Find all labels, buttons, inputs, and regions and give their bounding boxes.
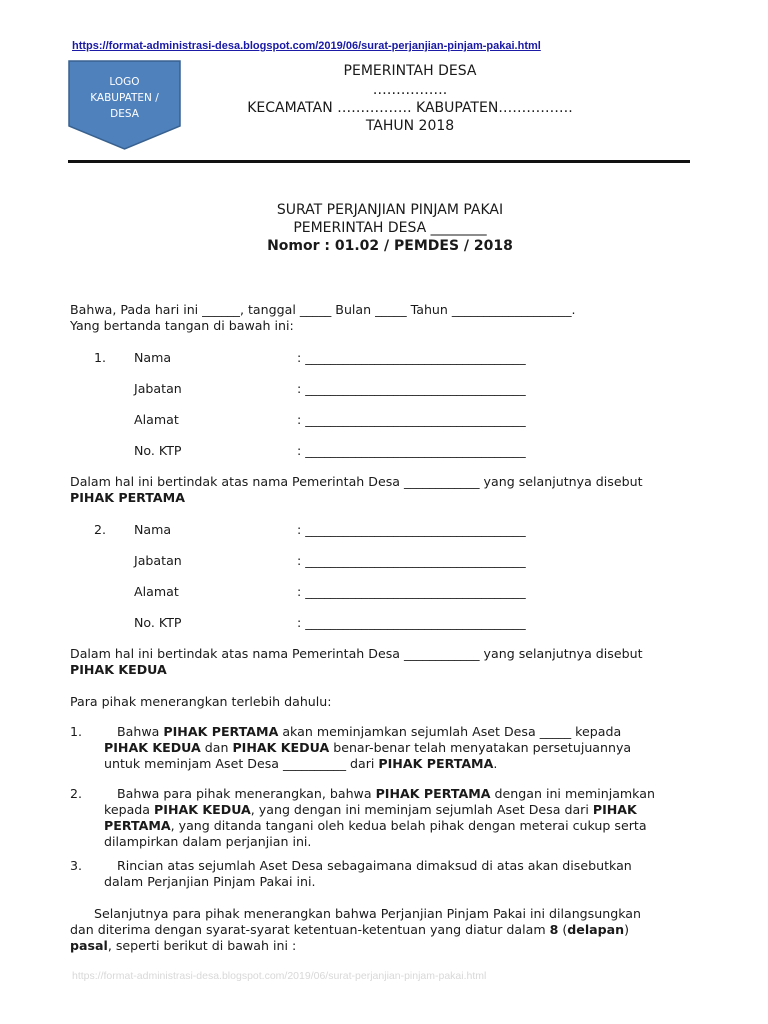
- closing-line-2a: dan diterima dengan syarat-syarat ketentuan-ketentuan yang diatur dalam: [70, 922, 550, 937]
- point3-text: [104, 858, 696, 890]
- point1-number: 1.: [70, 724, 83, 739]
- intro-date-line: Bahwa, Pada hari ini ______, tanggal _____ Bulan _____ Tahun ___________________.: [70, 302, 576, 317]
- party1-name-label: Nama: [134, 350, 172, 365]
- party1-id-field: : ___________________________________: [297, 443, 526, 458]
- point3-line-2: dalam Perjanjian Pinjam Pakai ini.: [104, 874, 316, 889]
- point2-text-4: , yang dengan ini meminjam sejumlah Aset Desa dari: [250, 802, 593, 817]
- closing-paren-close: ): [624, 922, 630, 937]
- party2-role: PIHAK KEDUA: [70, 662, 167, 677]
- logo-line-3: DESA: [110, 108, 139, 120]
- party2-id-label: No. KTP: [134, 615, 182, 630]
- letterhead-line-4: TAHUN 2018: [365, 118, 455, 134]
- closing-article-count-words: delapan: [567, 922, 625, 937]
- party1-name-field: : ___________________________________: [297, 350, 526, 365]
- party2-position-label: Jabatan: [134, 553, 182, 568]
- closing-paren-open: (: [558, 922, 568, 937]
- closing-pasal: pasal: [70, 938, 108, 953]
- logo-placeholder: [68, 60, 181, 150]
- closing-line-3b: , seperti berikut di bawah ini :: [107, 938, 297, 953]
- logo-label: [68, 74, 181, 122]
- point1-pihak-pertama: PIHAK PERTAMA: [163, 724, 279, 739]
- point2-pihak-pertama: PIHAK PERTAMA: [375, 786, 491, 801]
- point1-text-3: dan: [200, 740, 233, 755]
- party1-address-label: Alamat: [134, 412, 179, 427]
- point3-number: 3.: [70, 858, 83, 873]
- letterhead-line-1: PEMERINTAH DESA: [343, 63, 477, 79]
- party2-address-label: Alamat: [134, 584, 179, 599]
- point1-pihak-kedua-a: PIHAK KEDUA: [104, 740, 201, 755]
- party1-position-label: Jabatan: [134, 381, 182, 396]
- footer-watermark-url: https://format-administrasi-desa.blogspot.com/2019/06/surat-perjanjian-pinjam-pakai.html: [72, 970, 487, 982]
- party1-id-label: No. KTP: [134, 443, 182, 458]
- party1-position-field: : ___________________________________: [297, 381, 526, 396]
- point2-number: 2.: [70, 786, 83, 801]
- point2-text-5: , yang ditanda tangani oleh kedua belah pihak dengan meterai cukup serta: [170, 818, 647, 833]
- document-subtitle: PEMERINTAH DESA ________: [293, 220, 487, 236]
- party2-statement: Dalam hal ini bertindak atas nama Pemerintah Desa ____________ yang selanjutnya disebut: [70, 646, 643, 661]
- closing-article-count: 8: [549, 922, 559, 937]
- point1-text: [104, 724, 696, 772]
- letterhead-divider: [68, 160, 690, 163]
- preface-text: Para pihak menerangkan terlebih dahulu:: [70, 694, 332, 709]
- party2-id-field: : ___________________________________: [297, 615, 526, 630]
- point2-pihak-kedua: PIHAK KEDUA: [154, 802, 251, 817]
- party2-position-field: : ___________________________________: [297, 553, 526, 568]
- party2-number: 2.: [94, 522, 107, 537]
- party1-address-field: : ___________________________________: [297, 412, 526, 427]
- party1-number: 1.: [94, 350, 107, 365]
- closing-line-1: Selanjutnya para pihak menerangkan bahwa Perjanjian Pinjam Pakai ini dilangsungkan: [94, 906, 641, 921]
- party1-statement: Dalam hal ini bertindak atas nama Pemerintah Desa ____________ yang selanjutnya disebut: [70, 474, 643, 489]
- letterhead-line-2: …………….: [372, 82, 448, 98]
- logo-line-2: KABUPATEN /: [90, 92, 159, 104]
- document-number: Nomor : 01.02 / PEMDES / 2018: [267, 238, 513, 254]
- point1-text-4: benar-benar telah menyatakan persetujuannya: [329, 740, 632, 755]
- point3-line-1: Rincian atas sejumlah Aset Desa sebagaimana dimaksud di atas akan disebutkan: [117, 858, 632, 873]
- point2-pertama: PERTAMA: [104, 818, 171, 833]
- intro-signatory-line: Yang bertanda tangan di bawah ini:: [70, 318, 294, 333]
- point2-pihak: PIHAK: [592, 802, 637, 817]
- document-title: SURAT PERJANJIAN PINJAM PAKAI: [276, 202, 504, 218]
- logo-line-1: LOGO: [109, 76, 140, 88]
- source-url-link[interactable]: https://format-administrasi-desa.blogspot.com/2019/06/surat-perjanjian-pinjam-pakai.html: [72, 40, 541, 52]
- point2-text-2: dengan ini meminjamkan: [490, 786, 655, 801]
- party2-name-field: : ___________________________________: [297, 522, 526, 537]
- point1-text-6: .: [493, 756, 498, 771]
- point1-text-5: untuk meminjam Aset Desa __________ dari: [104, 756, 379, 771]
- point2-text: [104, 786, 696, 850]
- party2-name-label: Nama: [134, 522, 172, 537]
- point1-pihak-kedua-b: PIHAK KEDUA: [232, 740, 330, 755]
- point2-text-3: kepada: [104, 802, 155, 817]
- letterhead-line-3: KECAMATAN ……………. KABUPATEN…………….: [247, 100, 573, 116]
- point1-pihak-pertama-b: PIHAK PERTAMA: [378, 756, 494, 771]
- point2-text-6: dilampirkan dalam perjanjian ini.: [104, 834, 312, 849]
- party1-role: PIHAK PERTAMA: [70, 490, 185, 505]
- point1-text-2: akan meminjamkan sejumlah Aset Desa _____ kepada: [278, 724, 622, 739]
- point2-text-1: Bahwa para pihak menerangkan, bahwa: [117, 786, 376, 801]
- point1-text-1: Bahwa: [117, 724, 164, 739]
- closing-paragraph: [70, 906, 696, 954]
- party2-address-field: : ___________________________________: [297, 584, 526, 599]
